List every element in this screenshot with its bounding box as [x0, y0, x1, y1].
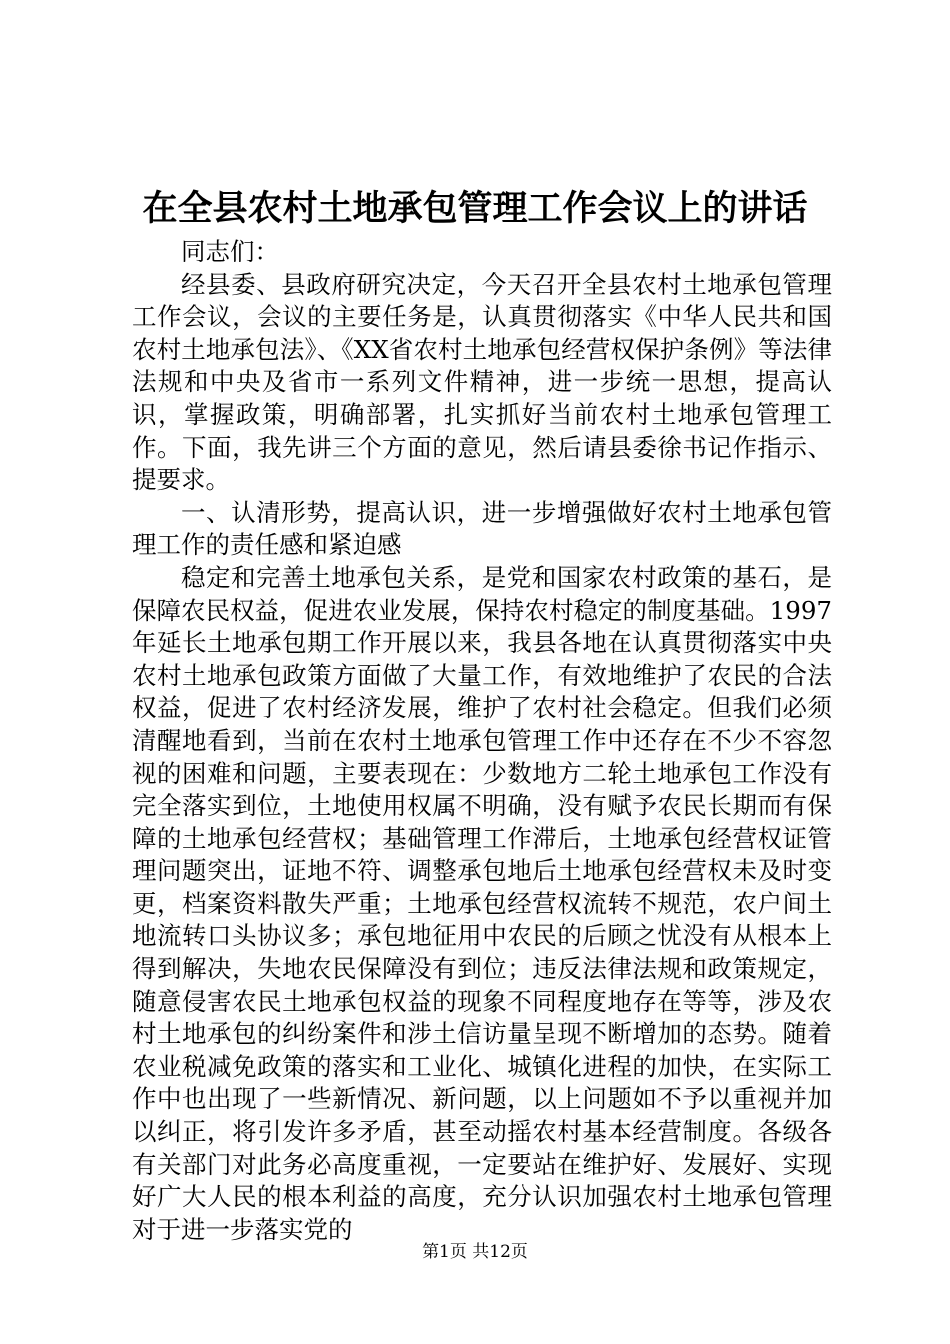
salutation: 同志们：	[181, 237, 279, 266]
document-title: 在全县农村土地承包管理工作会议上的讲话	[142, 188, 808, 229]
page-number-footer: 第1页 共12页	[422, 1242, 528, 1262]
paragraph-intro: 经县委、县政府研究决定，今天召开全县农村土地承包管理工作会议，会议的主要任务是，认真贯彻落实《中华人民共和国农村土地承包法》、《XX省农村土地承包经营权保护条例》等法律法规和中央及省市一系列文件精神，进一步统一思想，提高认识，掌握政策，明确部署，扎实抓好当前农村土地承包管理工作。下面，我先讲三个方面的意见，然后请县委徐书记作指示、提要求。	[132, 269, 832, 495]
paragraph-situation: 稳定和完善土地承包关系，是党和国家农村政策的基石，是保障农民权益，促进农业发展，保持农村稳定的制度基础。1997年延长土地承包期工作开展以来，我县各地在认真贯彻落实中央农村土地承包政策方面做了大量工作，有效地维护了农民的合法权益，促进了农村经济发展，维护了农村社会稳定。但我们必须清醒地看到，当前在农村土地承包管理工作中还存在不少不容忽视的困难和问题，主要表现在：少数地方二轮土地承包工作没有完全落实到位，土地使用权属不明确，没有赋予农民长期而有保障的土地承包经营权；基础管理工作滞后，土地承包经营权证管理问题突出，证地不符、调整承包地后土地承包经营权未及时变更，档案资料散失严重；土地承包经营权流转不规范，农户间土地流转口头协议多；承包地征用中农民的后顾之忧没有从根本上得到解决，失地农民保障没有到位；违反法律法规和政策规定，随意侵害农民土地承包权益的现象不同程度地存在等等，涉及农村土地承包的纠纷案件和涉土信访量呈现不断增加的态势。随着农业税减免政策的落实和工业化、城镇化进程的加快，在实际工作中也出现了一些新情况、新问题，以上问题如不予以重视并加以纠正，将引发许多矛盾，甚至动摇农村基本经营制度。各级各有关部门对此务必高度重视，一定要站在维护好、发展好、实现好广大人民的根本利益的高度，充分认识加强农村土地承包管理对于进一步落实党的	[132, 562, 832, 1244]
document-body	[132, 236, 832, 1246]
section-heading: 一、认清形势，提高认识，进一步增强做好农村土地承包管理工作的责任感和紧迫感	[132, 497, 832, 560]
